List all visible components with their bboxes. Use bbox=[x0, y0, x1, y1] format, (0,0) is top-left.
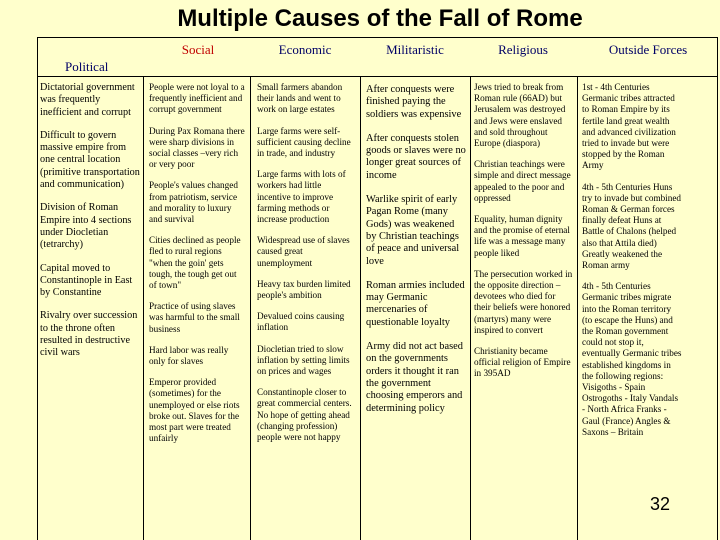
table-top-border bbox=[37, 37, 718, 38]
header-religious: Religious bbox=[498, 42, 548, 57]
cell-entry: Widespread use of slaves caused great unemployment bbox=[257, 235, 350, 268]
cell-entry: 4th - 5th Centuries Huns try to invade but combined Roman & German forces finally defeat Huns at Battle of Chalons (helped also that Attila died) Greatly weakened the Roman army bbox=[582, 181, 681, 271]
cell-entry: Hard labor was really only for slaves bbox=[149, 344, 229, 367]
table-left-border bbox=[37, 37, 38, 540]
cell-entry: Equality, human dignity and the promise of eternal life was a message many people liked bbox=[474, 214, 570, 258]
column-divider bbox=[577, 76, 578, 540]
cell-entry: After conquests stolen goods or slaves were no longer great sources of income bbox=[366, 132, 466, 181]
cell-entry: 4th - 5th Centuries Germanic tribes migrate into the Roman territory (to escape the Huns) and the Roman government could not stop it, eventually Germanic tribes established kingdoms in the following regions: Visigoths - Spain Ostrogoths - Italy Vandals - North Africa Franks - Gaul (France) Angles & Saxons – Britain bbox=[582, 281, 682, 437]
header-divider bbox=[37, 76, 718, 77]
cell-entry: Jews tried to break from Roman rule (66AD) but Jerusalem was destroyed and Jews were enslaved and sold throughout Europe (diaspora) bbox=[474, 82, 566, 149]
militaristic-column bbox=[366, 84, 466, 427]
cell-entry: The persecution worked in the opposite direction – devotees who died for their beliefs were honored (martyrs) many were inspired to convert bbox=[474, 268, 573, 335]
cell-entry: Practice of using slaves was harmful to the small business bbox=[149, 301, 240, 334]
social-column bbox=[149, 82, 246, 454]
column-divider bbox=[143, 76, 144, 540]
cell-entry: Diocletian tried to slow inflation by setting limits on prices and wages bbox=[257, 343, 350, 377]
cell-entry: Christian teachings were simple and direct message appealed to the poor and oppressed bbox=[474, 159, 571, 203]
political-column bbox=[40, 82, 140, 371]
column-divider bbox=[250, 76, 251, 540]
cell-entry: People's values changed from patriotism, service and morality to luxury and survival bbox=[149, 180, 238, 225]
cell-entry: Difficult to govern massive empire from one central location (primitive transportation and communication) bbox=[40, 129, 140, 191]
cell-entry: Small farmers abandon their lands and went to work on large estates bbox=[257, 82, 343, 115]
religious-column bbox=[474, 82, 574, 390]
page-title: Multiple Causes of the Fall of Rome bbox=[177, 5, 583, 32]
header-political: Political bbox=[65, 59, 109, 74]
economic-column bbox=[257, 82, 356, 453]
page-number: 32 bbox=[650, 494, 671, 514]
cell-entry: Warlike spirit of early Pagan Rome (many Gods) was weakened by Christian teachings of peace and universal love bbox=[366, 194, 460, 267]
table-right-border bbox=[717, 37, 718, 540]
cell-entry: Dictatorial government was frequently inefficient and corrupt bbox=[40, 82, 135, 118]
cell-entry: Christianity became official religion of Empire in 395AD bbox=[474, 346, 571, 379]
cell-entry: 1st - 4th Centuries Germanic tribes attracted to Roman Empire by its fertile land great wealth and advanced civilization tried to invade but were stopped by the Roman Army bbox=[582, 82, 676, 171]
cell-entry: During Pax Romana there were sharp divisions in social classes –very rich or very poor bbox=[149, 125, 245, 170]
cell-entry: Large farms were self-sufficient causing decline in trade, and industry bbox=[257, 125, 351, 159]
cell-entry: Heavy tax burden limited people's ambition bbox=[257, 278, 351, 301]
cell-entry: Division of Roman Empire into 4 sections under Diocletian (tetrarchy) bbox=[40, 202, 132, 251]
cell-entry: People were not loyal to a frequently inefficient and corrupt government bbox=[149, 82, 245, 115]
cell-entry: Cities declined as people fled to rural regions "when the goin' gets tough, the tough get out of town" bbox=[149, 235, 241, 291]
cell-entry: After conquests were finished paying the soldiers was expensive bbox=[366, 84, 462, 120]
cell-entry: Emperor provided (sometimes) for the unemployed or else riots broke out. Slaves for the most part were treated unfairly bbox=[149, 377, 240, 444]
outside-forces-column bbox=[582, 82, 682, 448]
cell-entry: Roman armies included may Germanic mercenaries of questionable loyalty bbox=[366, 279, 465, 328]
cell-entry: Devalued coins causing inflation bbox=[257, 311, 345, 333]
header-economic: Economic bbox=[278, 42, 332, 57]
cell-entry: Constantinople closer to great commercial centers. No hope of getting ahead (changing profession) people were not happy bbox=[257, 387, 352, 443]
cell-entry: Capital moved to Constantinople in East by Constantine bbox=[40, 262, 133, 299]
header-militaristic: Militaristic bbox=[386, 42, 444, 57]
column-divider bbox=[470, 76, 471, 540]
cell-entry: Army did not act based on the governments orders it thought it ran the government choosing emperors and determining policy bbox=[366, 341, 463, 414]
header-outside-forces: Outside Forces bbox=[608, 42, 688, 57]
cell-entry: Large farms with lots of workers had little incentive to improve farming methods or increase production bbox=[257, 169, 346, 225]
cell-entry: Rivalry over succession to the throne often resulted in destructive civil wars bbox=[40, 310, 138, 359]
header-social: Social bbox=[181, 42, 215, 57]
column-divider bbox=[360, 76, 361, 540]
